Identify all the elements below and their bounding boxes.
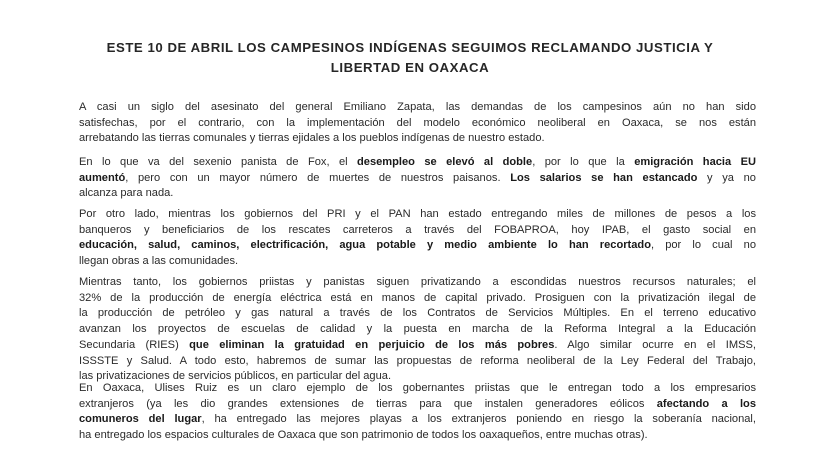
paragraph-4-line [79, 338, 756, 354]
bold-text: afectando a los [656, 397, 756, 410]
paragraph-3-line: Por otro lado, mientras los gobiernos del PRI y el PAN han estado entregando miles de millones de pesos a los [79, 208, 756, 220]
bold-text: Los salarios se han estancado [510, 171, 698, 184]
bold-text: que eliminan la gratuidad en perjuicio de los más pobres [189, 338, 555, 351]
bold-text: aumentó [79, 171, 126, 184]
text: y ya no [697, 171, 756, 184]
text: En lo que va del sexenio panista de Fox, el [79, 156, 357, 168]
paragraph-5 [79, 381, 756, 444]
title-line-2: LIBERTAD EN OAXACA [330, 59, 490, 75]
title-line-1: ESTE 10 DE ABRIL LOS CAMPESINOS INDÍGENAS SEGUIMOS RECLAMANDO JUSTICIA Y [106, 40, 714, 55]
paragraph-4-line: 32% de la producción de energía eléctrica está en manos de capital privado. Prosiguen con la privatización ilegal de [79, 291, 756, 304]
document-title [60, 38, 760, 77]
paragraph-2-line [79, 171, 756, 187]
paragraph-1-line: satisfechas, por el contrario, con la implementación del modelo económico neoliberal en Oaxaca, se nos están [79, 116, 756, 129]
paragraph-2-line: alcanza para nada. [79, 187, 174, 200]
paragraph-1-line: A casi un siglo del asesinato del general Emiliano Zapata, las demandas de los campesinos aún no han sido [79, 101, 756, 113]
paragraph-3-line: llegan obras a las comunidades. [79, 255, 239, 268]
paragraph-1-line: arrebatando las tierras comunales y tierras ejidales a los pueblos indígenas de nuestro estado. [79, 132, 545, 145]
bold-text: desempleo se elevó al doble [357, 156, 533, 168]
paragraph-4-line: las privatizaciones de servicios públicos, en particular del agua. [79, 370, 392, 383]
text: , por lo que la [532, 156, 635, 168]
text: . Algo similar ocurre en el IMSS, [554, 338, 756, 351]
paragraph-5-line [79, 397, 756, 413]
paragraph-4-line: ISSSTE y Salud. A todo esto, habremos de sumar las propuestas de reforma neoliberal de la Ley Federal del Trabajo, [79, 354, 756, 367]
paragraph-3 [79, 207, 756, 270]
paragraph-4-line: avanzan los proyectos de escuelas de calidad y la puesta en marcha de la Reforma Integral a la Educación [79, 323, 756, 336]
paragraph-2-line [79, 155, 756, 171]
text: , ha entregado las mejores playas a los extranjeros poniendo en riesgo la soberanía nacional, [201, 413, 756, 426]
paragraph-4-line: la producción de petróleo y gas natural a través de los Contratos de Servicios Múltiples. En el terreno educativo [79, 307, 756, 320]
text: , por lo cual no [650, 239, 756, 252]
bold-text: educación, salud, caminos, electrificación, agua potable y medio ambiente lo han recortado [79, 239, 651, 252]
text: , pero con un mayor número de muertes de nuestros paisanos. [125, 171, 511, 184]
bold-text: comuneros del lugar [79, 413, 202, 426]
paragraph-4-line: Mientras tanto, los gobiernos priistas y panistas siguen privatizando a escondidas nuestros recursos naturales; el [79, 276, 756, 288]
paragraph-5-line [79, 412, 756, 428]
text: extranjeros (ya les dio grandes extensiones de tierras para que instalen generadores eólicos [79, 397, 657, 410]
text: Secundaria (RIES) [79, 338, 190, 351]
paragraph-2 [79, 155, 756, 202]
paragraph-3-line [79, 238, 756, 254]
bold-text: emigración hacia EU [634, 156, 756, 168]
paragraph-1 [79, 100, 756, 147]
paragraph-5-line: En Oaxaca, Ulises Ruiz es un claro ejemplo de los gobernantes priistas que le entregan todo a los empresarios [79, 382, 756, 394]
paragraph-5-line: ha entregado los espacios culturales de Oaxaca que son patrimonio de todos los oaxaqueños, entre muchas otras). [79, 429, 648, 442]
paragraph-4 [79, 275, 756, 385]
paragraph-3-line: banqueros y beneficiarios de los rescates carreteros a través del FOBAPROA, hoy IPAB, el gasto social en [79, 223, 756, 236]
